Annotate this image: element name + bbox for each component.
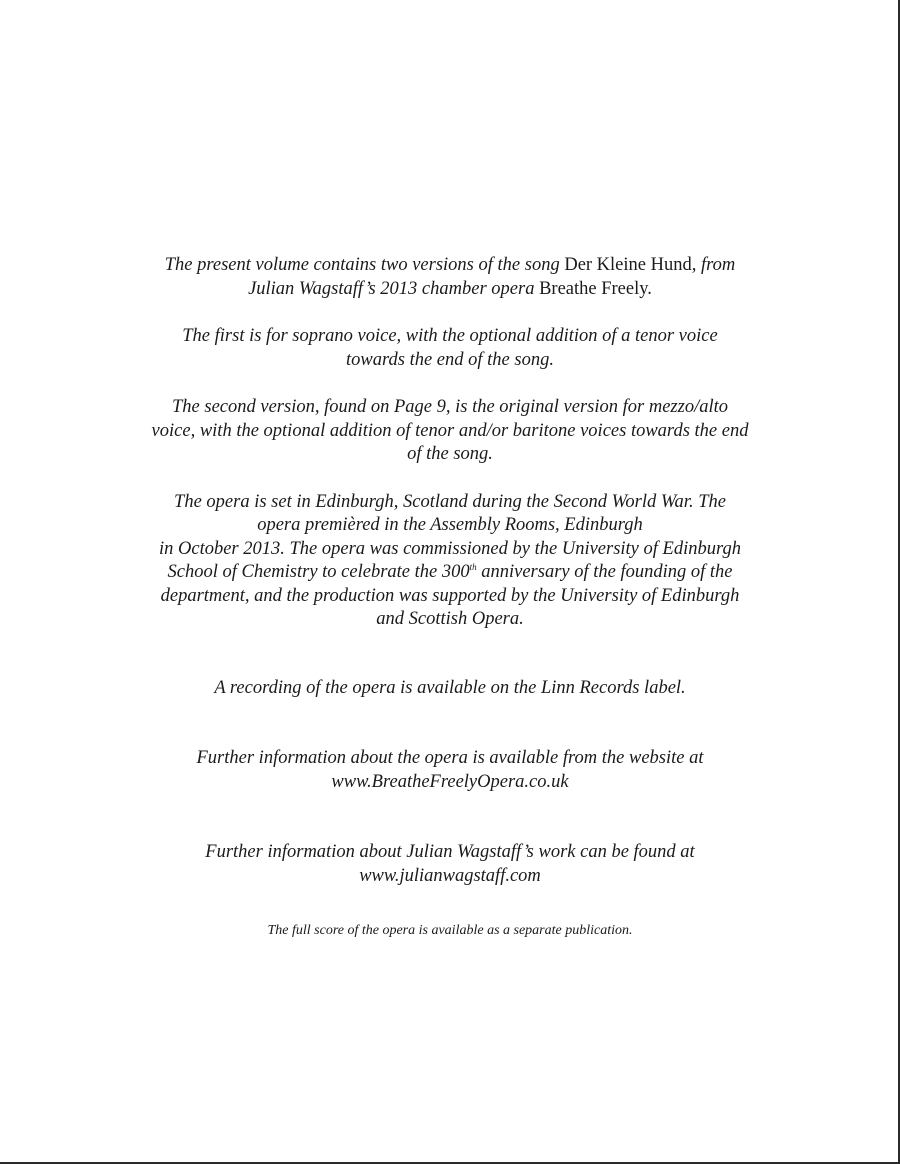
first-version-paragraph [100, 325, 800, 372]
setting-line-4: School of Chemistry to celebrate the 300 [167, 562, 470, 582]
intro-paragraph [100, 254, 800, 301]
setting-line-1: The opera is set in Edinburgh, Scotland during the Second World War. The [174, 491, 726, 512]
composer-website-text: Further information about Julian Wagstaff’s work can be found at [205, 842, 695, 862]
setting-paragraph [100, 491, 800, 632]
setting-line-4-rest: anniversary of the founding of the [476, 562, 733, 582]
first-version-line-1: The first is for soprano voice, with the optional addition of a tenor voice [182, 326, 718, 346]
setting-line-3: in October 2013. The opera was commissioned by the University of Edinburgh [158, 538, 741, 559]
second-version-line-2: voice, with the optional addition of tenor and/or baritone voices towards the end [151, 420, 749, 441]
intro-text-from: , from [691, 255, 736, 275]
composer-website-paragraph [100, 841, 800, 888]
song-title: Der Kleine Hund [564, 255, 692, 275]
intro-text-opera: Julian Wagstaff’s 2013 chamber opera [248, 278, 540, 299]
second-version-line-3: of the song. [407, 444, 493, 464]
notes-body [100, 254, 800, 940]
opera-website-url: www.BreatheFreelyOpera.co.uk [331, 771, 569, 792]
full-score-note: The full score of the opera is available as a separate publication. [267, 923, 633, 938]
ordinal-suffix: th [469, 561, 477, 572]
setting-line-2: opera premièred in the Assembly Rooms, Edinburgh [257, 515, 643, 535]
opera-website-paragraph [100, 747, 800, 794]
recording-paragraph: A recording of the opera is available on the Linn Records label. [214, 677, 686, 698]
second-version-paragraph [100, 396, 800, 467]
setting-line-6: and Scottish Opera. [376, 609, 524, 629]
opera-website-text: Further information about the opera is available from the website at [196, 748, 704, 768]
first-version-line-2: towards the end of the song. [346, 349, 554, 370]
intro-text: The present volume contains two versions of the song [164, 255, 565, 275]
opera-title: Breathe Freely [539, 278, 648, 299]
setting-line-5: department, and the production was supported by the University of Edinburgh [160, 585, 740, 606]
intro-period: . [647, 278, 652, 299]
composer-website-url: www.julianwagstaff.com [359, 865, 541, 886]
second-version-line-1: The second version, found on Page 9, is the original version for mezzo/alto [172, 397, 728, 417]
